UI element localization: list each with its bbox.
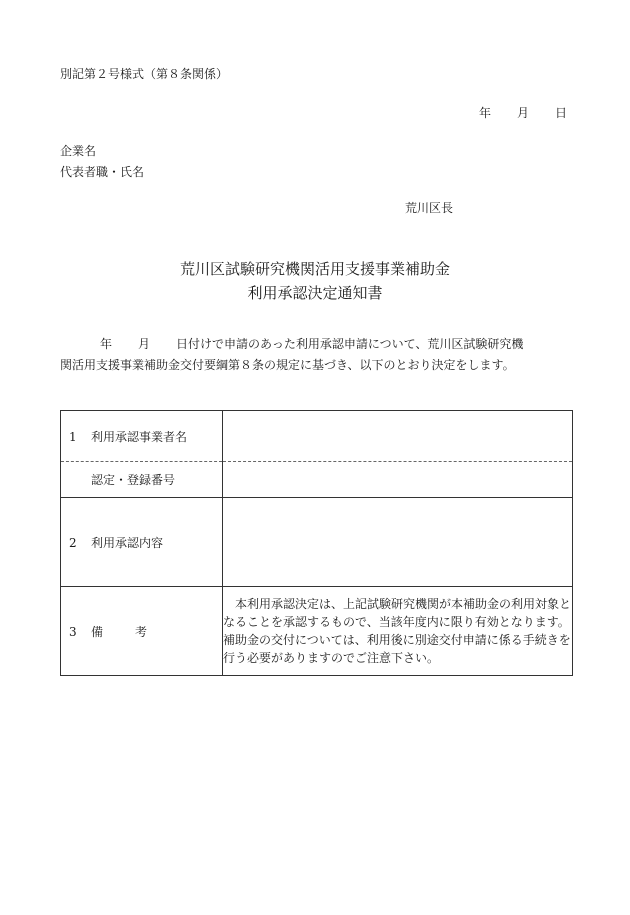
date-line [479,104,567,121]
body-line1 [60,334,574,355]
body-line2: 関活用支援事業補助金交付要綱第８条の規定に基づき、以下のとおり決定をします。 [60,358,515,372]
row1b-value[interactable] [223,462,573,498]
date-month: 月 [517,106,530,120]
row1-label [61,411,223,462]
row2-number: 2 [69,535,77,550]
body-line1-rest: 日付けで申請のあった利用承認申請について、荒川区試験研究機 [176,337,524,351]
table-row [61,411,573,462]
row3-number: 3 [69,624,77,639]
body-month: 月 [138,337,151,351]
table-row [61,498,573,587]
row3-label-a: 備 [91,624,104,639]
row2-label [61,498,223,587]
date-year: 年 [479,106,492,120]
row3-label [61,587,223,676]
document-title-line2: 利用承認決定通知書 [247,284,383,302]
table-row [61,587,573,676]
row1-value[interactable] [223,411,573,462]
approval-table [60,410,573,676]
document-title-line1: 荒川区試験研究機関活用支援事業補助金 [179,260,450,278]
row1-label-text: 利用承認事業者名 [91,429,188,444]
form-number: 別記第２号様式（第８条関係） [60,67,229,81]
row2-value[interactable] [223,498,573,587]
row1b-label-text: 認定・登録番号 [91,473,176,487]
row1-number: 1 [69,429,77,444]
row1b-label [61,462,223,498]
table-row [61,462,573,498]
row2-label-text: 利用承認内容 [91,535,164,550]
remarks-note: 本利用承認決定は、上記試験研究機関が本補助金の利用対象となることを承認するもので、当該年度内に限り有効となります。補助金の交付については、利用後に別途交付申請に係る手続きを行う必要がありますのでご注意下さい。 [223,587,573,676]
row3-label-b: 考 [135,624,148,639]
recipient-company: 企業名 [60,144,97,158]
issuer-name: 荒川区長 [405,201,454,215]
body-year: 年 [100,337,113,351]
recipient-representative: 代表者職・氏名 [60,165,145,179]
body-text [60,334,574,376]
date-day: 日 [555,106,568,120]
